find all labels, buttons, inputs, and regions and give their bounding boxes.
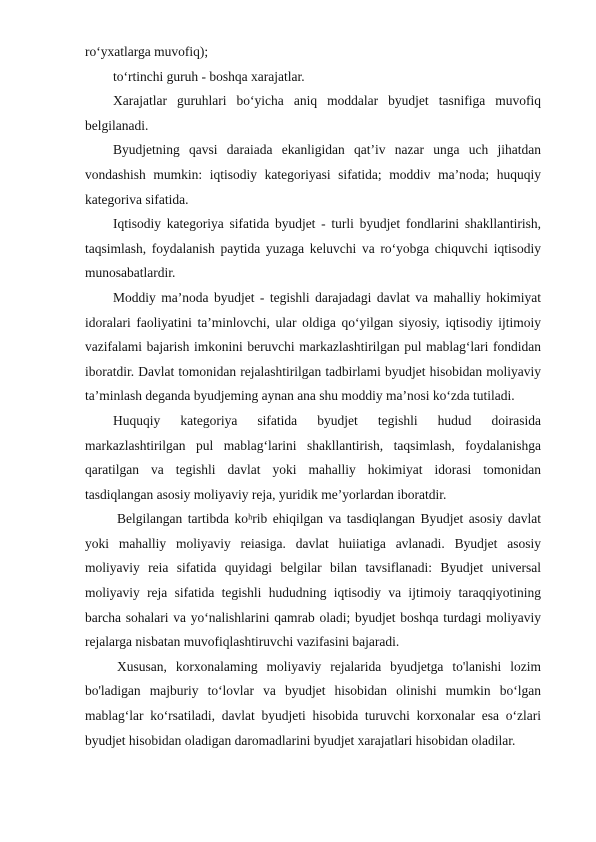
paragraph-budget-approaches: Byudjetning qavsi daraiada ekanligidan qat’iv nazar unga uch jihatdan vondashish mumkin: iqtisodiy kategoriyasi sifatida; moddiv ma’noda; huquqiy kategoriva sifatida. [85,142,541,207]
paragraph-approved-budget: Belgilangan tartibda koʰrib ehiqilgan va tasdiqlangan Byudjet asosiy davlat yoki mahalliy moliyaviy reiasiga. davlat huiiatiga avlanadi. Byudjet asosiy moliyaviy reia sifatida quyidagi belgilar bilan tavsiflanadi: Byudjet universal moliyaviy reja sifatida tegishli hududning iqtisodiy va ijtimoiy taraqqiyotining barcha sohalari va yo‘nalishlarini qamrab oladi; byudjet boshqa turdagi moliyaviy rejalarga nisbatan muvofiqlashtiruvchi vazifasini bajaradi. [85,511,541,650]
paragraph-material-sense: Moddiy ma’noda byudjet - tegishli darajadagi davlat va mahalliy hokimiyat idoralari faoliyatini ta’minlovchi, ular oldiga qo‘yilgan siyosiy, iqtisodiy ijtimoiy vazifalami bajarish imkonini beruvchi markazlashtirilgan pul mablag‘lari fondidan iboratdir. Davlat tomonidan rejalashtirilgan tadbirlami byudjet hisobidan moliyaviy ta’minlash deganda byudjeming aynan ana shu moddiy ma’nosi ko‘zda tutiladi. [85,289,541,404]
paragraph-legal-category: Huquqiy kategoriya sifatida byudjet tegishli hudud doirasida markazlashtirilgan pul mablag‘larini shakllantirish, taqsimlash, foydalanishga qaratilgan va tegishli davlat yoki mahalliy hokimiyat idorasi tomonidan tasdiqlangan asosiy moliyaviy reja, yuridik me’yorlardan iboratdir. [85,412,541,502]
paragraph-expense-groups: Xarajatlar guruhlari bo‘yicha aniq moddalar byudjet tasnifiga muvofiq belgilanadi. [85,93,541,133]
paragraph-economic-category: Iqtisodiy kategoriya sifatida byudjet - turli byudjet fondlarini shakllantirish, taqsimlash, foydalanish paytida yuzaga keluvchi va ro‘yobga chiquvchi iqtisodiy munosabatlardir. [85,216,541,281]
paragraph-fourth-group: to‘rtinchi guruh - boshqa xarajatlar. [113,68,305,84]
paragraph-continuation: ro‘yxatlarga muvofiq); [85,44,209,59]
paragraph-enterprises: Xususan, korxonalaming moliyaviy rejalarida byudjetga to'lanishi lozim bo'ladigan majburiy to‘lovlar va byudjet hisobidan olinishi mumkin bo‘lgan mablag‘lar ko‘rsatiladi, davlat byudjeti hisobida turuvchi korxonalar esa o‘zlari byudjet hisobidan oladigan daromadlarini byudjet xarajatlari hisobidan oladilar. [85,658,541,748]
